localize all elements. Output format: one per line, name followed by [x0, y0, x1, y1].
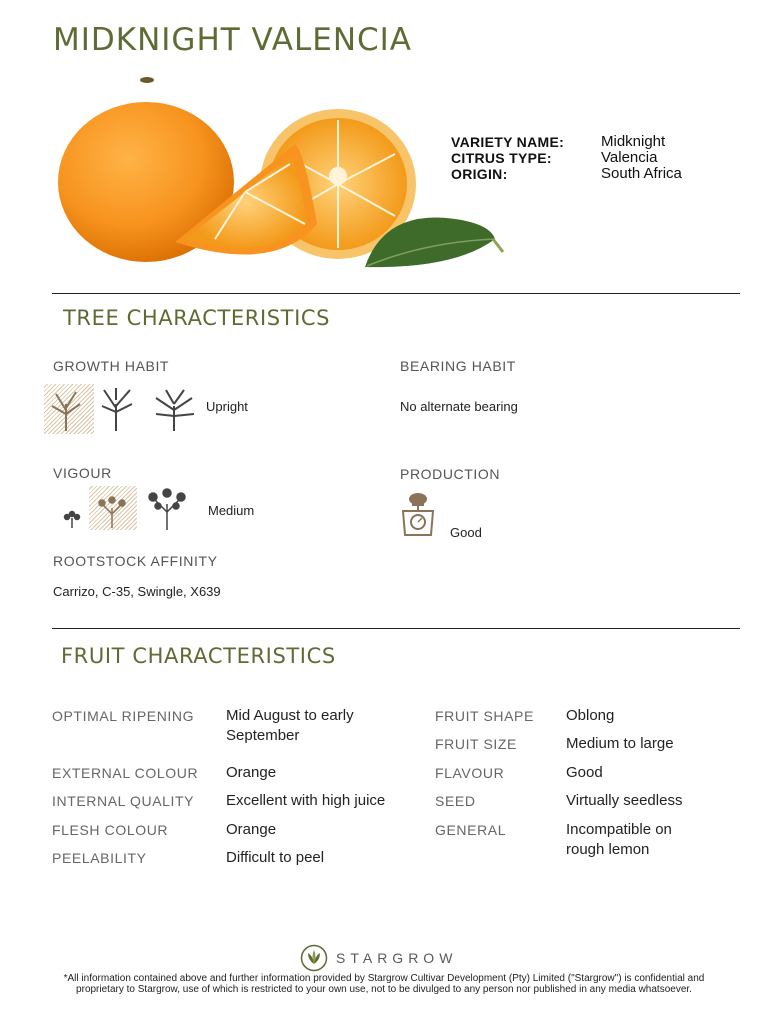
rootstock-value: Carrizo, C-35, Swingle, X639	[53, 584, 221, 599]
tree-icon	[102, 388, 132, 431]
growth-habit-label: GROWTH HABIT	[53, 358, 170, 374]
brand-name: STARGROW	[336, 950, 458, 966]
bearing-habit-label: BEARING HABIT	[400, 358, 516, 374]
vigour-label: VIGOUR	[53, 465, 112, 481]
general-label: GENERAL	[435, 822, 507, 838]
seed-value: Virtually seedless	[566, 792, 683, 809]
citrus-type-label: CITRUS TYPE:	[451, 150, 552, 166]
production-value: Good	[450, 525, 482, 540]
page-title: MIDKNIGHT VALENCIA	[53, 22, 413, 58]
section-divider	[52, 628, 740, 629]
flesh-colour-label: FLESH COLOUR	[52, 822, 169, 838]
general-value: Incompatible on rough lemon	[566, 821, 672, 858]
variety-name-label: VARIETY NAME:	[451, 134, 565, 150]
peelability-value: Difficult to peel	[226, 849, 325, 866]
medium-tree-icon	[99, 497, 125, 528]
flavour-value: Good	[566, 764, 603, 781]
section-divider	[52, 293, 740, 294]
fruit-shape-value: Oblong	[566, 707, 615, 724]
orange-fruit-image	[55, 74, 505, 279]
tree-icon	[52, 392, 80, 431]
growth-habit-value: Upright	[206, 399, 248, 414]
tree-section-title: TREE CHARACTERISTICS	[63, 306, 331, 330]
internal-quality-label: INTERNAL QUALITY	[52, 793, 195, 809]
flavour-label: FLAVOUR	[435, 765, 505, 781]
fruit-section-title: FRUIT CHARACTERISTICS	[61, 644, 336, 668]
external-colour-value: Orange	[226, 764, 277, 781]
scale-icon	[398, 489, 438, 539]
tree-icon	[156, 390, 194, 431]
disclaimer-text: *All information contained above and further information provided by Stargrow Cultivar Development (Pty) Limited ("Stargrow") is confidential and proprietary to Stargrow, use of which is restricted to your own use, not to be divulged to any person nor published in any media whatsoever.	[63, 973, 705, 995]
internal-quality-value: Excellent with high juice	[226, 792, 386, 809]
seed-label: SEED	[435, 793, 476, 809]
variety-name-value: Midknight	[601, 133, 666, 150]
variety-labels	[451, 134, 564, 182]
fruit-size-value: Medium to large	[566, 735, 674, 752]
small-tree-icon	[65, 512, 80, 529]
variety-values	[601, 134, 682, 182]
large-tree-icon	[149, 489, 185, 530]
rootstock-label: ROOTSTOCK AFFINITY	[53, 553, 218, 569]
origin-label: ORIGIN:	[451, 166, 508, 182]
production-label: PRODUCTION	[400, 466, 501, 482]
peelability-label: PEELABILITY	[52, 850, 147, 866]
bearing-habit-value: No alternate bearing	[400, 399, 518, 414]
flesh-colour-value: Orange	[226, 821, 277, 838]
fruit-size-label: FRUIT SIZE	[435, 736, 517, 752]
growth-habit-tree-icons	[44, 384, 204, 434]
external-colour-label: EXTERNAL COLOUR	[52, 765, 199, 781]
vigour-value: Medium	[208, 503, 255, 518]
vigour-tree-icons	[60, 486, 190, 532]
origin-value: South Africa	[601, 165, 682, 182]
optimal-ripening-label: OPTIMAL RIPENING	[52, 708, 195, 724]
fruit-shape-label: FRUIT SHAPE	[435, 708, 534, 724]
citrus-type-value: Valencia	[601, 149, 658, 166]
stargrow-logo-icon	[300, 944, 328, 972]
optimal-ripening-value: Mid August to early September	[226, 707, 354, 744]
